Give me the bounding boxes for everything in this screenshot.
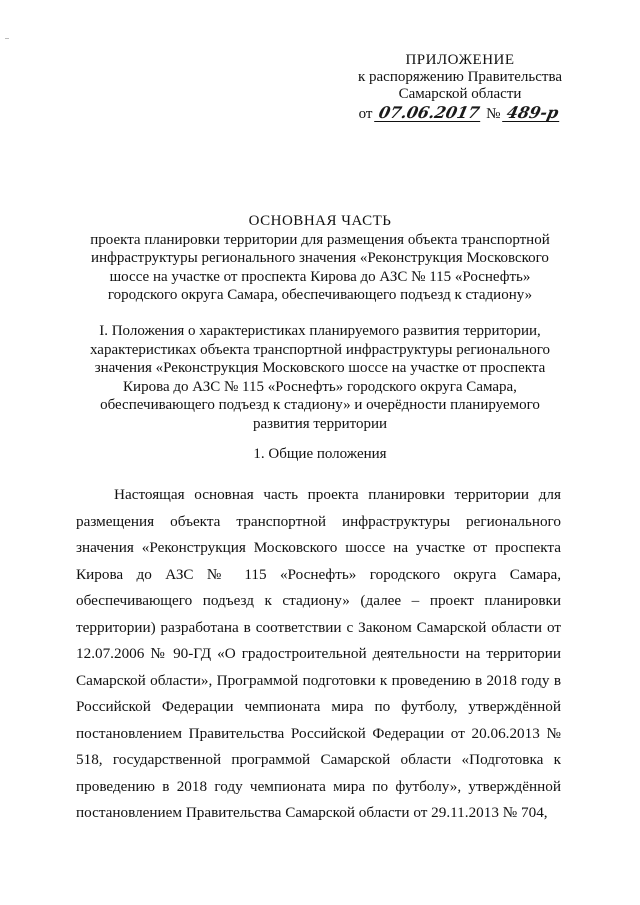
from-prefix: от: [358, 106, 373, 122]
title-line: шоссе на участке от проспекта Кирова до АЗС № 115 «Роснефть»: [109, 268, 531, 285]
appendix-label: ПРИЛОЖЕНИЕ: [405, 52, 515, 68]
title-line: городского округа Самара, обеспечивающего подъезд к стадиону»: [107, 287, 533, 303]
section-line: характеристиках объекта транспортной инфраструктуры регионального: [89, 341, 551, 358]
section-line: развития территории: [252, 415, 388, 432]
title-line: инфраструктуры регионального значения «Реконструкция Московского: [91, 250, 549, 266]
subsection-title: 1. Общие положения: [253, 446, 387, 462]
appendix-date-line: [340, 104, 580, 123]
scan-mark: [5, 38, 9, 39]
title-line: проекта планировки территории для размещения объекта транспортной: [90, 231, 550, 248]
document-title: [70, 212, 570, 305]
number-prefix: №: [486, 106, 501, 122]
body-paragraph: Настоящая основная часть проекта планировки территории для размещения объекта транспортной инфраструктуры регионального значения «Реконструкция Московского шоссе на участке от проспекта Кирова до АЗС № 115 «Роснефть» городского округа Самара, обеспечивающего подъезд к стадиону» (далее – проект планировки территории) разработана в соответствии с Законом Самарской области от 12.07.2006 № 90-ГД «О градостроительной деятельности на территории Самарской области», Программой подготовки к проведению в 2018 году в Российской Федерации чемпионата мира по футболу, утверждённой постановлением Правительства Российской Федерации от 20.06.2013 № 518, государственной программой Самарской области «Подготовка к проведению в 2018 году чемпионата мира по футболу», утверждённой постановлением Правительства Самарской области от 29.11.2013 № 704,: [76, 486, 561, 821]
main-title: ОСНОВНАЯ ЧАСТЬ: [248, 213, 392, 229]
appendix-line-2: Самарской области: [398, 86, 522, 102]
section-line: Кирова до АЗС № 115 «Роснефть» городского округа Самара,: [123, 378, 517, 395]
handwritten-date: 07.06.2017: [374, 104, 484, 122]
section-line: I. Положения о характеристиках планируемого развития территории,: [99, 323, 541, 339]
appendix-header: [340, 52, 580, 123]
section-line: значения «Реконструкция Московского шоссе на участке от проспекта: [94, 360, 546, 376]
handwritten-number: 489-р: [502, 104, 563, 122]
appendix-line-1: к распоряжению Правительства: [357, 69, 562, 85]
section-heading: [70, 322, 570, 433]
section-line: обеспечивающего подъезд к стадиону» и очерёдности планируемого: [100, 397, 540, 413]
